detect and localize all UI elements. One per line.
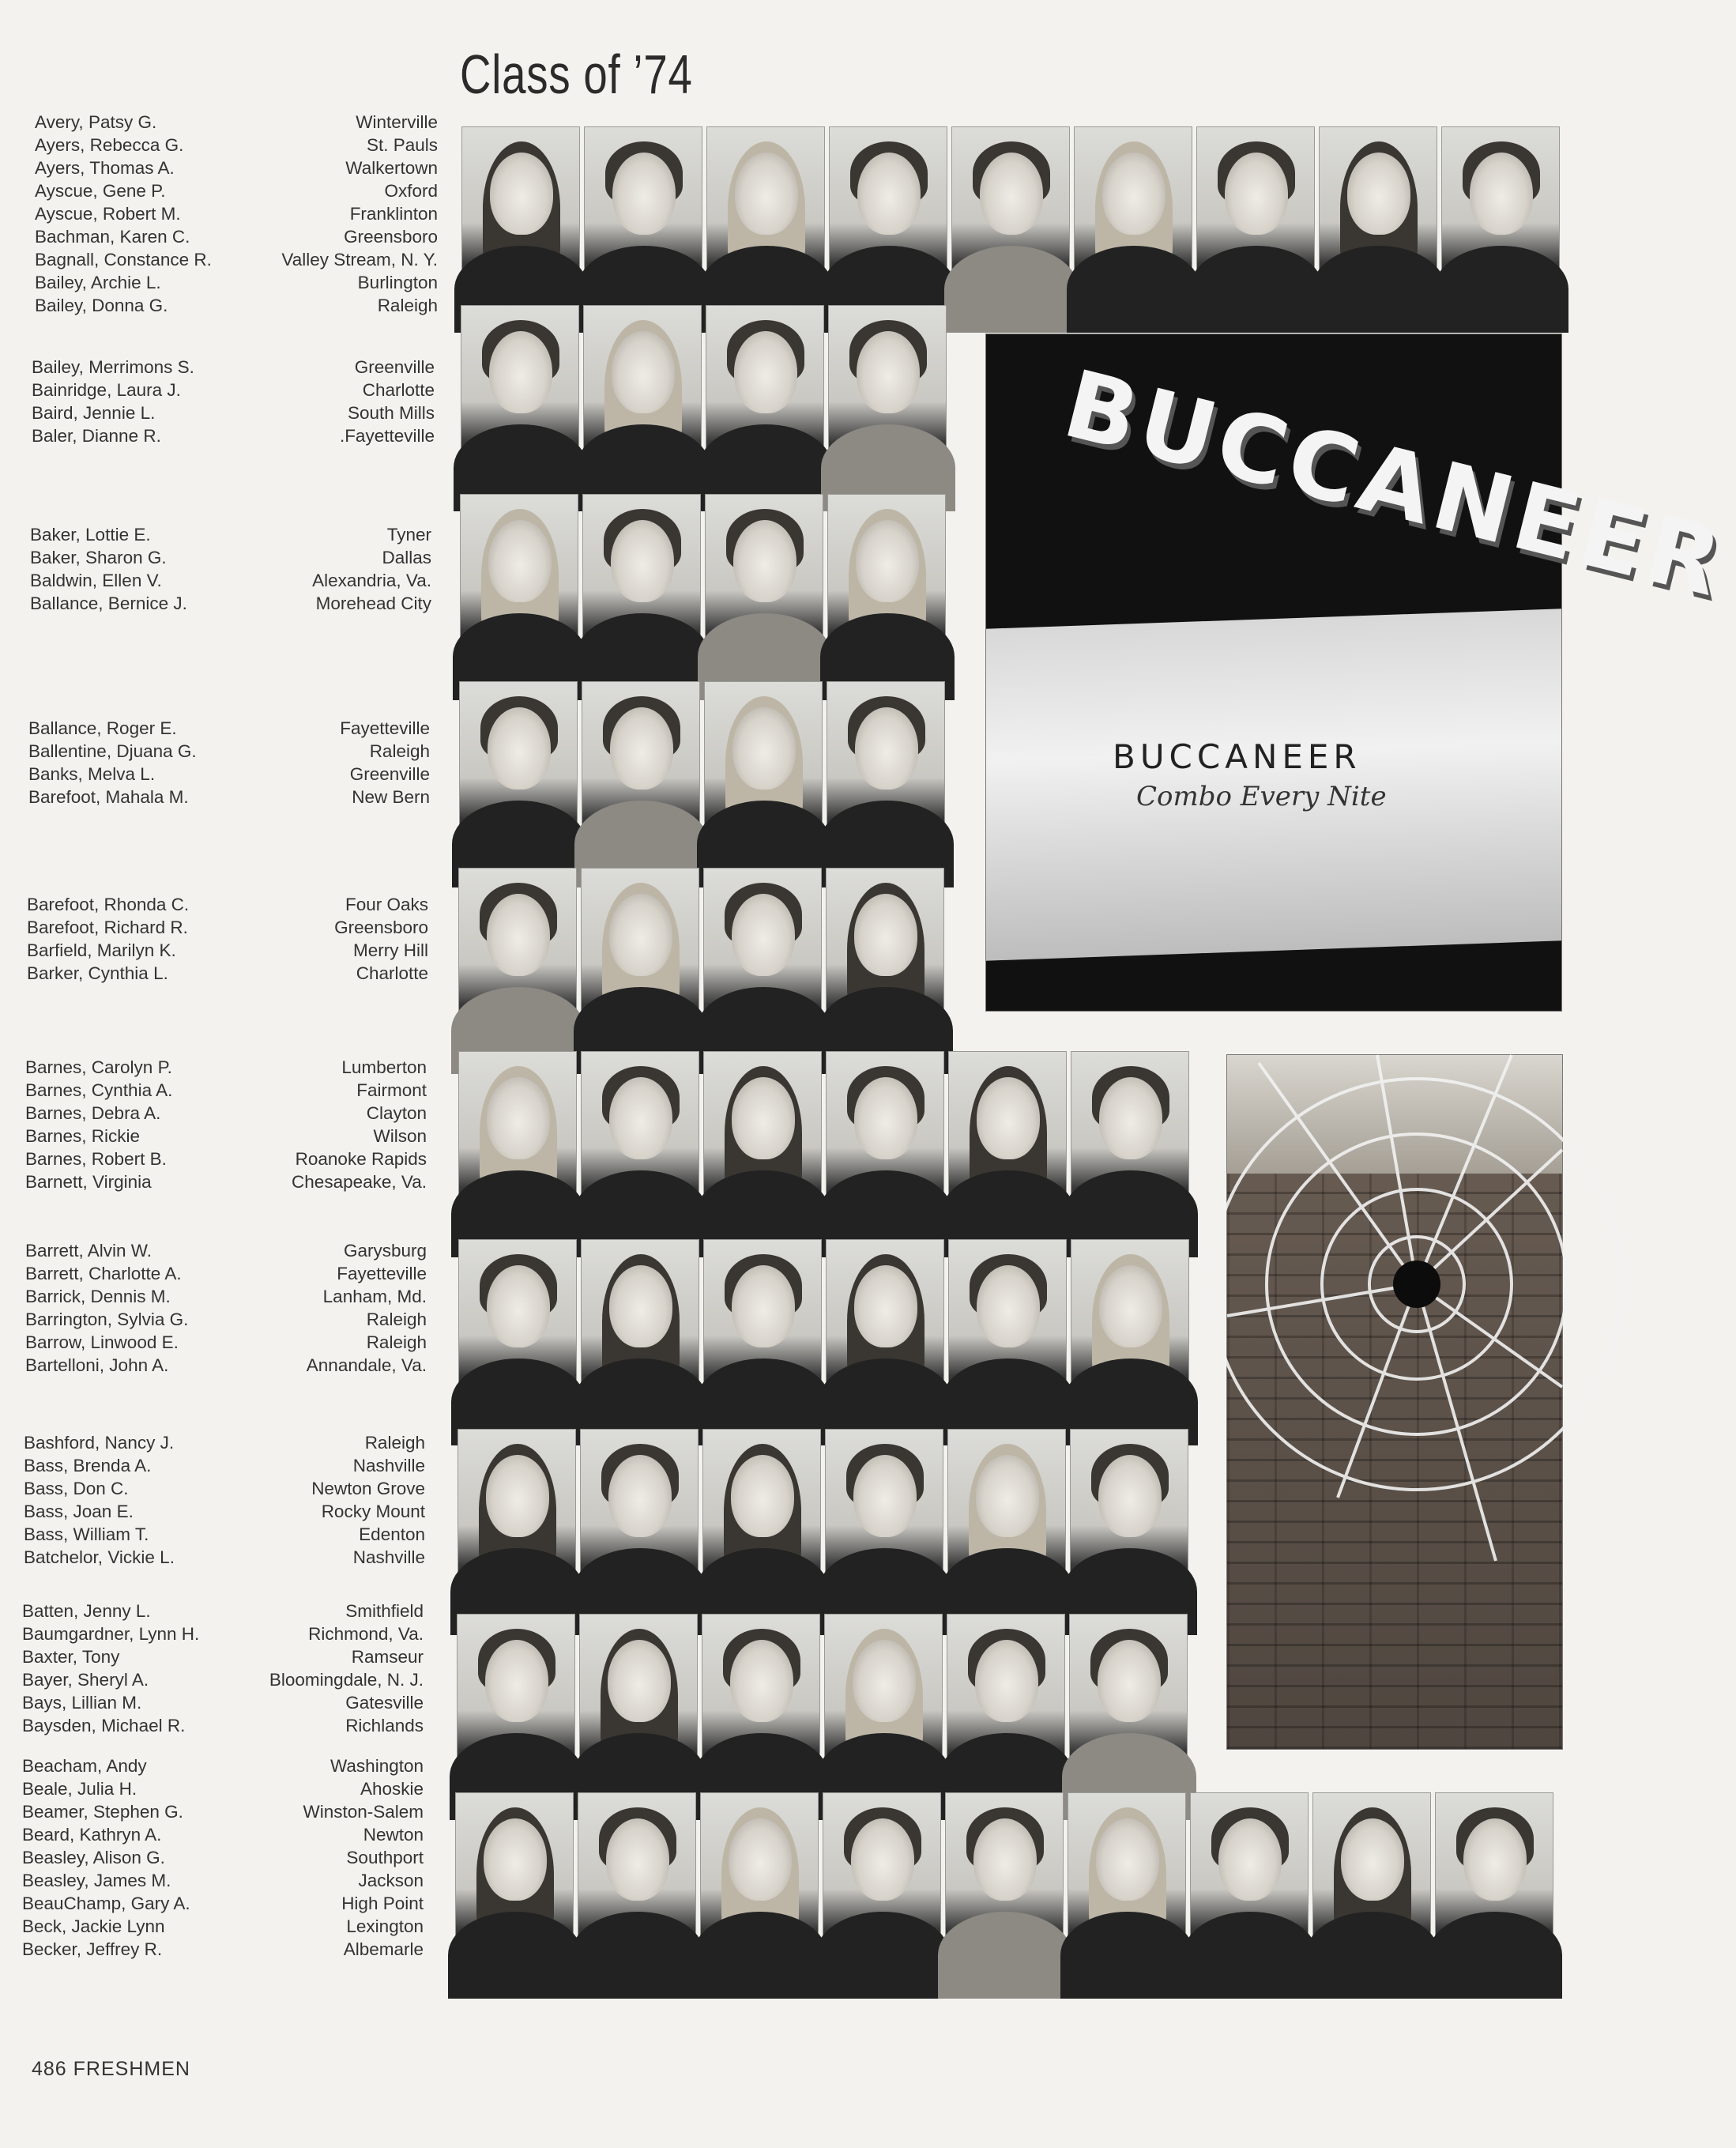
spider-web-photo (1226, 1054, 1563, 1750)
student-portrait (705, 494, 823, 669)
portrait-head (732, 1077, 795, 1159)
roster-block-9 (22, 1600, 424, 1737)
student-name: Baird, Jennie L. (32, 403, 156, 423)
student-name: Ballentine, Djuana G. (28, 741, 197, 761)
portrait-head (1347, 153, 1410, 235)
student-hometown: Southport (346, 1848, 424, 1867)
hometown-column (281, 111, 438, 317)
student-hometown: Bloomingdale, N. J. (269, 1670, 424, 1690)
student-name: Barnes, Cynthia A. (25, 1080, 173, 1100)
student-portrait (1070, 1429, 1188, 1604)
portrait-head (487, 1077, 550, 1159)
student-hometown: Wilson (373, 1126, 427, 1146)
portrait-row-7 (458, 1239, 1189, 1415)
portrait-head (606, 1818, 669, 1901)
student-portrait (829, 126, 947, 302)
student-name: Barrett, Charlotte A. (25, 1264, 182, 1283)
roster-block-6 (25, 1056, 427, 1193)
portrait-row-4 (459, 681, 945, 857)
buccaneer-sign-photo (985, 334, 1736, 1012)
student-name: Bailey, Archie L. (35, 273, 161, 292)
sign-script-lettering: Combo Every Nite (1136, 781, 1387, 812)
student-name: Bailey, Donna G. (35, 296, 168, 315)
student-portrait (823, 1792, 941, 1968)
student-portrait (1069, 1614, 1188, 1789)
student-name: Batten, Jenny L. (22, 1601, 151, 1621)
student-name: Bass, Joan E. (24, 1502, 134, 1521)
student-hometown: Ahoskie (360, 1779, 424, 1799)
portrait-head (612, 331, 675, 413)
student-hometown: Tyner (386, 525, 431, 545)
portrait-head (484, 1818, 547, 1901)
student-hometown: Dallas (382, 548, 431, 567)
student-hometown: Edenton (359, 1524, 425, 1544)
student-portrait (700, 1792, 819, 1968)
student-name: Barker, Cynthia L. (27, 963, 168, 983)
portrait-head (976, 1455, 1039, 1537)
name-column (24, 1431, 175, 1569)
portrait-shoulders (1067, 246, 1201, 333)
portrait-head (485, 1640, 548, 1722)
student-hometown: Raleigh (369, 741, 430, 761)
student-hometown: Raleigh (366, 1332, 427, 1352)
page-title: Class of ’74 (460, 43, 693, 105)
student-portrait (458, 1239, 577, 1415)
portrait-head (487, 894, 550, 976)
student-portrait (945, 1792, 1064, 1968)
hometown-column (269, 1600, 424, 1737)
student-portrait (582, 494, 701, 669)
portrait-head (608, 1640, 671, 1722)
student-portrait (580, 1429, 699, 1604)
student-name: Avery, Patsy G. (35, 112, 157, 132)
student-hometown: Greenville (354, 357, 435, 377)
portrait-head (733, 520, 796, 602)
student-portrait (584, 126, 702, 302)
student-portrait (947, 1429, 1066, 1604)
portrait-head (1096, 1818, 1159, 1901)
student-hometown: Ramseur (351, 1647, 424, 1667)
student-hometown: St. Pauls (366, 135, 438, 155)
student-portrait (703, 1239, 822, 1415)
portrait-shoulders (938, 1912, 1072, 1999)
student-portrait (581, 868, 699, 1043)
portrait-row-5 (458, 868, 944, 1043)
student-name: Bashford, Nancy J. (24, 1433, 175, 1453)
portrait-head (854, 1265, 917, 1347)
student-hometown: Franklinton (349, 204, 438, 224)
portrait-shoulders (1428, 1912, 1562, 1999)
student-hometown: Fairmont (356, 1080, 427, 1100)
student-portrait (458, 1429, 576, 1604)
hometown-column (303, 1754, 424, 1961)
student-portrait (1074, 126, 1192, 302)
student-portrait (824, 1614, 943, 1789)
portrait-head (1098, 1455, 1162, 1537)
student-portrait (461, 126, 580, 302)
student-portrait (582, 681, 700, 857)
name-column (27, 893, 189, 985)
student-name: Bagnall, Constance R. (35, 250, 212, 269)
portrait-head (1098, 1640, 1161, 1722)
portrait-head (853, 1455, 917, 1537)
student-name: Ballance, Bernice J. (30, 594, 187, 613)
student-portrait (1312, 1792, 1431, 1968)
student-name: Ballance, Roger E. (28, 718, 177, 738)
portrait-head (610, 707, 673, 789)
student-name: Bass, Don C. (24, 1479, 129, 1498)
hometown-column (340, 356, 435, 447)
student-portrait (455, 1792, 574, 1968)
student-hometown: Walkertown (345, 158, 438, 178)
portrait-head (612, 153, 676, 235)
portrait-head (734, 331, 797, 413)
student-hometown: Nashville (352, 1456, 425, 1475)
student-name: Barefoot, Rhonda C. (27, 895, 190, 914)
portrait-head (1099, 1265, 1162, 1347)
student-name: Barrow, Linwood E. (25, 1332, 179, 1352)
portrait-head (732, 707, 796, 789)
sign-main-lettering: BUCCANEER (1054, 349, 1736, 619)
student-hometown: Merry Hill (353, 940, 428, 960)
student-portrait (1071, 1051, 1189, 1227)
student-hometown: Gatesville (345, 1693, 424, 1713)
student-name: Ayers, Rebecca G. (35, 135, 184, 155)
portrait-shoulders (448, 1912, 582, 1999)
student-name: Barnes, Carolyn P. (25, 1057, 172, 1077)
student-name: Ayscue, Gene P. (35, 181, 166, 201)
student-portrait (460, 494, 578, 669)
student-hometown: Lanham, Md. (322, 1287, 427, 1306)
student-hometown: Albemarle (343, 1939, 424, 1959)
student-portrait (947, 1614, 1065, 1789)
portrait-head (854, 1077, 917, 1159)
student-name: Baysden, Michael R. (22, 1716, 186, 1735)
hometown-column (340, 717, 430, 808)
student-hometown: Nashville (352, 1547, 425, 1567)
portrait-shoulders (1189, 246, 1324, 333)
student-name: Bartelloni, John A. (25, 1355, 169, 1375)
student-name: Bass, William T. (24, 1524, 149, 1544)
portrait-head (611, 520, 674, 602)
student-hometown: Newton Grove (311, 1479, 425, 1498)
portrait-head (731, 1455, 794, 1537)
portrait-head (857, 153, 921, 235)
student-portrait (826, 1239, 944, 1415)
student-hometown: Greensboro (334, 918, 428, 937)
portrait-head (1102, 153, 1165, 235)
student-hometown: Greensboro (344, 227, 438, 247)
student-hometown: Charlotte (362, 380, 435, 400)
student-name: Becker, Jeffrey R. (22, 1939, 163, 1959)
roster-block-4 (28, 717, 430, 808)
roster-block-5 (27, 893, 428, 985)
student-portrait (461, 305, 579, 480)
roster-block-7 (25, 1239, 427, 1377)
roster-block-10 (22, 1754, 424, 1961)
student-name: Barrington, Sylvia G. (25, 1310, 189, 1329)
portrait-head (980, 153, 1043, 235)
student-name: Barrett, Alvin W. (25, 1241, 153, 1261)
portrait-head (489, 331, 552, 413)
portrait-head (857, 331, 920, 413)
portrait-head (1463, 1818, 1527, 1901)
student-name: Beard, Kathryn A. (22, 1825, 162, 1845)
portrait-shoulders (693, 1912, 827, 1999)
name-column (35, 111, 212, 317)
student-portrait (1071, 1239, 1189, 1415)
portrait-head (851, 1818, 914, 1901)
portrait-row-1 (461, 126, 1560, 302)
student-hometown: Jackson (358, 1871, 424, 1890)
hometown-column (307, 1239, 427, 1377)
spider-decoration (1393, 1261, 1440, 1308)
hometown-column (311, 1431, 425, 1569)
student-portrait (458, 868, 577, 1043)
student-name: Bachman, Karen C. (35, 227, 190, 247)
student-portrait (459, 681, 578, 857)
student-portrait (826, 1051, 944, 1227)
portrait-row-3 (460, 494, 946, 669)
portrait-head (1341, 1818, 1404, 1901)
hometown-column (334, 893, 428, 985)
student-portrait (704, 681, 823, 857)
student-name: Barfield, Marilyn K. (27, 940, 176, 960)
student-hometown: Winterville (356, 112, 438, 132)
name-column (32, 356, 194, 447)
student-name: Barefoot, Mahala M. (28, 787, 189, 807)
student-hometown: Morehead City (315, 594, 431, 613)
student-portrait (826, 868, 944, 1043)
student-hometown: Garysburg (343, 1241, 427, 1261)
student-hometown: Washington (330, 1756, 424, 1776)
student-portrait (579, 1614, 698, 1789)
student-portrait (1068, 1792, 1186, 1968)
portrait-head (608, 1455, 672, 1537)
portrait-row-2 (461, 305, 947, 480)
student-name: Baker, Lottie E. (30, 525, 151, 545)
portrait-shoulders (571, 1912, 705, 1999)
student-hometown: Charlotte (356, 963, 428, 983)
student-portrait (1190, 1792, 1309, 1968)
student-hometown: Fayetteville (337, 1264, 427, 1283)
student-name: Barrick, Dennis M. (25, 1287, 171, 1306)
hometown-column (312, 523, 431, 615)
student-name: Barefoot, Richard R. (27, 918, 188, 937)
student-hometown: Fayetteville (340, 718, 430, 738)
portrait-head (730, 1640, 793, 1722)
student-portrait (583, 305, 702, 480)
student-name: Barnes, Debra A. (25, 1103, 161, 1123)
portrait-head (609, 1265, 672, 1347)
student-portrait (827, 494, 946, 669)
student-name: Baxter, Tony (22, 1647, 120, 1667)
portrait-shoulders (1060, 1912, 1195, 1999)
portrait-head (488, 707, 551, 789)
portrait-shoulders (1183, 1912, 1317, 1999)
name-column (22, 1600, 199, 1737)
portrait-head (1099, 1077, 1162, 1159)
student-name: Beale, Julia H. (22, 1779, 137, 1799)
spider-web-icon (1227, 1055, 1562, 1749)
portrait-row-8 (458, 1429, 1188, 1604)
portrait-row-6 (458, 1051, 1189, 1227)
portrait-shoulders (1305, 1912, 1440, 1999)
student-hometown: Raleigh (366, 1310, 427, 1329)
student-hometown: Raleigh (364, 1433, 425, 1453)
student-name: Barnes, Robert B. (25, 1149, 167, 1169)
sign-small-lettering: BUCCANEER (1113, 737, 1361, 776)
portrait-head (856, 520, 919, 602)
student-portrait (578, 1792, 696, 1968)
student-hometown: Alexandria, Va. (312, 571, 431, 590)
student-name: Baldwin, Ellen V. (30, 571, 162, 590)
student-hometown: Roanoke Rapids (295, 1149, 427, 1169)
name-column (25, 1239, 188, 1377)
student-portrait (706, 126, 825, 302)
portrait-shoulders (1312, 246, 1446, 333)
student-hometown: Oxford (384, 181, 438, 201)
student-name: Bailey, Merrimons S. (32, 357, 194, 377)
student-hometown: Valley Stream, N. Y. (281, 250, 438, 269)
portrait-head (853, 1640, 916, 1722)
portrait-head (488, 520, 552, 602)
page-folio: 486 FRESHMEN (32, 2058, 190, 2080)
student-hometown: Newton (363, 1825, 424, 1845)
portrait-head (977, 1077, 1040, 1159)
name-column (22, 1754, 190, 1961)
portrait-head (729, 1818, 792, 1901)
portrait-head (487, 1265, 550, 1347)
student-name: Baler, Dianne R. (32, 426, 161, 446)
student-name: Ayscue, Robert M. (35, 204, 181, 224)
student-hometown: Burlington (357, 273, 438, 292)
portrait-head (975, 1640, 1038, 1722)
student-name: Bainridge, Laura J. (32, 380, 181, 400)
student-portrait (828, 305, 947, 480)
student-name: Beamer, Stephen G. (22, 1802, 183, 1822)
portrait-head (486, 1455, 549, 1537)
student-hometown: Winston-Salem (303, 1802, 424, 1822)
portrait-head (855, 707, 918, 789)
portrait-head (732, 894, 795, 976)
student-hometown: Lexington (346, 1916, 424, 1936)
student-portrait (457, 1614, 575, 1789)
portrait-head (609, 894, 672, 976)
student-name: Ayers, Thomas A. (35, 158, 175, 178)
portrait-head (977, 1265, 1040, 1347)
student-name: Bass, Brenda A. (24, 1456, 152, 1475)
student-name: Barnett, Virginia (25, 1172, 152, 1192)
student-hometown: Clayton (366, 1103, 427, 1123)
student-name: Bays, Lillian M. (22, 1693, 142, 1713)
student-name: Bayer, Sheryl A. (22, 1670, 149, 1690)
student-hometown: High Point (341, 1894, 424, 1913)
student-portrait (702, 1614, 820, 1789)
student-portrait (951, 126, 1070, 302)
hometown-column (292, 1056, 427, 1193)
student-hometown: .Fayetteville (339, 426, 435, 446)
name-column (25, 1056, 172, 1193)
student-portrait (706, 305, 824, 480)
portrait-shoulders (815, 1912, 950, 1999)
student-name: Beck, Jackie Lynn (22, 1916, 165, 1936)
student-portrait (581, 1051, 699, 1227)
name-column (28, 717, 197, 808)
student-hometown: Annandale, Va. (306, 1355, 427, 1375)
portrait-head (490, 153, 553, 235)
student-portrait (1435, 1792, 1553, 1968)
portrait-shoulders (1434, 246, 1568, 333)
student-portrait (1319, 126, 1437, 302)
portrait-head (1470, 153, 1533, 235)
student-portrait (948, 1239, 1067, 1415)
roster-block-2 (32, 356, 435, 447)
student-portrait (827, 681, 945, 857)
student-name: Beasley, James M. (22, 1871, 171, 1890)
student-hometown: Chesapeake, Va. (292, 1172, 427, 1192)
student-hometown: Rocky Mount (321, 1502, 425, 1521)
roster-block-1 (35, 111, 438, 317)
roster-block-3 (30, 523, 431, 615)
portrait-shoulders (944, 246, 1079, 333)
portrait-row-9 (457, 1614, 1188, 1789)
student-name: Banks, Melva L. (28, 764, 156, 784)
student-hometown: Richlands (345, 1716, 424, 1735)
student-hometown: South Mills (347, 403, 435, 423)
portrait-head (732, 1265, 795, 1347)
portrait-head (609, 1077, 672, 1159)
student-portrait (1441, 126, 1560, 302)
student-portrait (703, 1051, 822, 1227)
student-name: BeauChamp, Gary A. (22, 1894, 190, 1913)
student-portrait (948, 1051, 1067, 1227)
student-name: Beacham, Andy (22, 1756, 147, 1776)
portrait-head (1225, 153, 1288, 235)
portrait-head (735, 153, 798, 235)
student-hometown: Lumberton (341, 1057, 427, 1077)
student-portrait (1196, 126, 1315, 302)
student-hometown: Raleigh (377, 296, 438, 315)
student-hometown: Greenville (349, 764, 430, 784)
portrait-head (854, 894, 917, 976)
student-portrait (703, 868, 822, 1043)
student-portrait (825, 1429, 943, 1604)
student-name: Baker, Sharon G. (30, 548, 167, 567)
student-portrait (581, 1239, 699, 1415)
student-portrait (702, 1429, 821, 1604)
student-name: Barnes, Rickie (25, 1126, 141, 1146)
name-column (30, 523, 187, 615)
student-hometown: Smithfield (345, 1601, 424, 1621)
portrait-row-10 (455, 1792, 1553, 1968)
portrait-head (973, 1818, 1037, 1901)
student-hometown: New Bern (352, 787, 430, 807)
student-hometown: Four Oaks (345, 895, 428, 914)
student-portrait (458, 1051, 577, 1227)
student-name: Batchelor, Vickie L. (24, 1547, 175, 1567)
roster-block-8 (24, 1431, 425, 1569)
student-name: Baumgardner, Lynn H. (22, 1624, 200, 1644)
student-name: Beasley, Alison G. (22, 1848, 165, 1867)
student-hometown: Richmond, Va. (308, 1624, 424, 1644)
portrait-head (1218, 1818, 1282, 1901)
